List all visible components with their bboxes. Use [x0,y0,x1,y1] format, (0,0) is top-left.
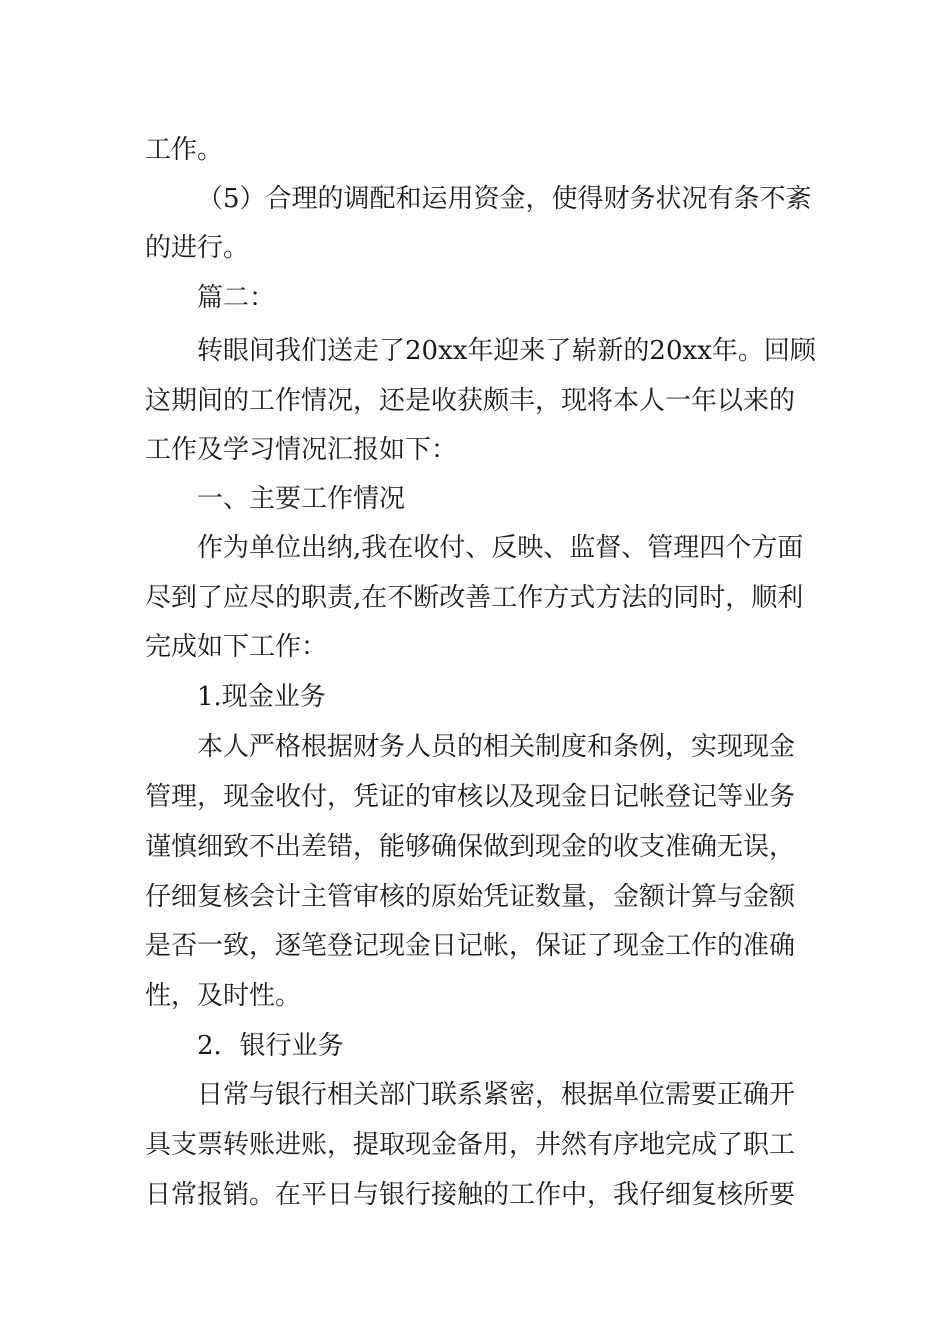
text-line: 转眼间我们送走了20xx年迎来了崭新的20xx年。回顾 [197,336,816,366]
text-line: 本人严格根据财务人员的相关制度和条例，实现现金 [197,732,796,762]
text-line: 谨慎细致不出差错，能够确保做到现金的收支准确无误， [145,832,796,862]
text-line: 工作。 [145,135,224,165]
subsection-heading: 2．银行业务 [197,1031,344,1061]
section-heading: 篇二： [197,283,276,313]
text-line: 这期间的工作情况，还是收获颇丰，现将本人一年以来的 [145,386,796,416]
text-line: 完成如下工作： [145,632,328,662]
text-line: 日常与银行相关部门联系紧密，根据单位需要正确开 [197,1080,796,1110]
text-line: 尽到了应尽的职责,在不断改善工作方式方法的同时，顺利 [145,583,804,613]
text-line: 是否一致，逐笔登记现金日记帐，保证了现金工作的准确 [145,931,796,961]
section-heading: 一、主要工作情况 [197,484,406,514]
text-line: 管理，现金收付，凭证的审核以及现金日记帐登记等业务 [145,782,796,812]
subsection-heading: 1.现金业务 [197,682,326,712]
text-line: 仔细复核会计主管审核的原始凭证数量，金额计算与金额 [145,882,796,912]
text-line: 作为单位出纳,我在收付、反映、监督、管理四个方面 [197,533,804,563]
text-line: 具支票转账进账，提取现金备用，井然有序地完成了职工 [145,1130,796,1160]
text-line: 的进行。 [145,233,250,263]
text-line: 性，及时性。 [145,981,302,1011]
text-line: （5）合理的调配和运用资金，使得财务状况有条不紊 [197,184,812,214]
text-line: 日常报销。在平日与银行接触的工作中，我仔细复核所要 [145,1180,796,1210]
text-line: 工作及学习情况汇报如下： [145,435,458,465]
